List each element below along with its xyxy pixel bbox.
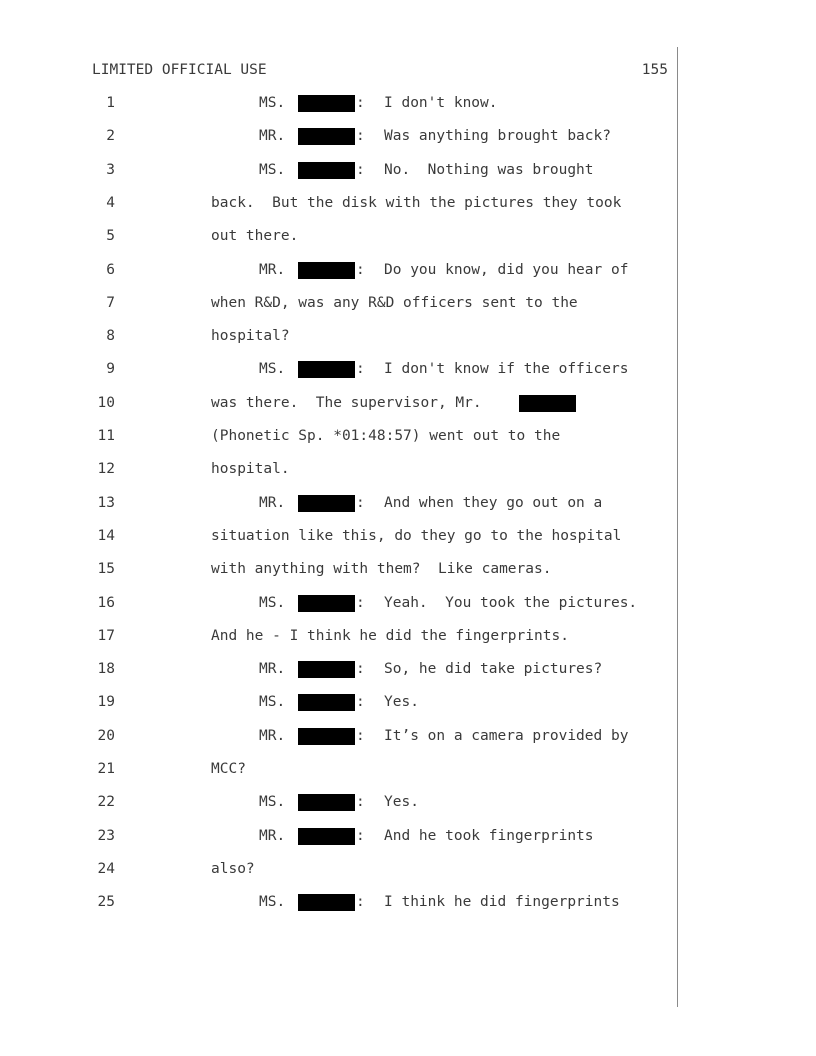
speech-text: Do you know, did you hear of (384, 262, 629, 278)
transcript-line (0, 561, 816, 583)
redaction-box (298, 728, 355, 745)
transcript-line (0, 195, 816, 217)
speech-text: back. But the disk with the pictures they took (211, 195, 622, 211)
speaker-title: MS. (259, 95, 286, 111)
line-number: 18 (97, 661, 115, 677)
transcript-line (0, 262, 816, 284)
speech-text: with anything with them? Like cameras. (211, 561, 552, 577)
redaction-box (519, 395, 576, 412)
speech-text: when R&D, was any R&D officers sent to the (211, 295, 578, 311)
redaction-box (298, 262, 355, 279)
speaker-colon: : (356, 661, 365, 677)
line-number: 15 (97, 561, 115, 577)
line-number: 12 (97, 461, 115, 477)
speaker-title: MR. (259, 262, 286, 278)
speaker-title: MS. (259, 694, 286, 710)
speech-text: I think he did fingerprints (384, 894, 620, 910)
speech-text: Was anything brought back? (384, 128, 611, 144)
speaker-colon: : (356, 828, 365, 844)
transcript-line (0, 894, 816, 916)
transcript-line (0, 728, 816, 750)
redaction-box (298, 162, 355, 179)
redaction-box (298, 128, 355, 145)
speech-text: No. Nothing was brought (384, 162, 594, 178)
speech-text: out there. (211, 228, 299, 244)
line-number: 14 (97, 528, 115, 544)
speech-text: was there. The supervisor, Mr. (211, 395, 482, 411)
line-number: 16 (97, 595, 115, 611)
redaction-box (298, 661, 355, 678)
speaker-colon: : (356, 694, 365, 710)
transcript-line (0, 861, 816, 883)
transcript-line (0, 162, 816, 184)
line-number: 2 (106, 128, 115, 144)
redaction-box (298, 95, 355, 112)
speaker-colon: : (356, 894, 365, 910)
speaker-colon: : (356, 595, 365, 611)
speech-text: also? (211, 861, 255, 877)
line-number: 23 (97, 828, 115, 844)
redaction-box (298, 361, 355, 378)
speech-text: Yes. (384, 694, 419, 710)
speech-text: MCC? (211, 761, 246, 777)
transcript-line (0, 595, 816, 617)
transcript-line (0, 461, 816, 483)
speech-text: So, he did take pictures? (384, 661, 603, 677)
speaker-colon: : (356, 794, 365, 810)
line-number: 11 (97, 428, 115, 444)
transcript-line (0, 661, 816, 683)
transcript-line (0, 761, 816, 783)
redaction-box (298, 894, 355, 911)
transcript-line (0, 694, 816, 716)
line-number: 24 (97, 861, 115, 877)
speech-text: hospital. (211, 461, 290, 477)
line-number: 25 (97, 894, 115, 910)
speech-text: Yes. (384, 794, 419, 810)
speaker-title: MR. (259, 728, 286, 744)
transcript-line (0, 495, 816, 517)
speaker-title: MS. (259, 894, 286, 910)
redaction-box (298, 694, 355, 711)
speaker-colon: : (356, 495, 365, 511)
speech-text: hospital? (211, 328, 290, 344)
line-number: 13 (97, 495, 115, 511)
redaction-box (298, 595, 355, 612)
speaker-colon: : (356, 361, 365, 377)
speech-text: And he took fingerprints (384, 828, 594, 844)
speaker-title: MS. (259, 595, 286, 611)
line-number: 22 (97, 794, 115, 810)
line-number: 9 (106, 361, 115, 377)
transcript-line (0, 95, 816, 117)
redaction-box (298, 794, 355, 811)
transcript-line (0, 395, 816, 417)
line-number: 19 (97, 694, 115, 710)
redaction-box (298, 495, 355, 512)
line-number: 3 (106, 162, 115, 178)
line-number: 8 (106, 328, 115, 344)
speech-text: I don't know. (384, 95, 498, 111)
speaker-colon: : (356, 95, 365, 111)
line-number: 7 (106, 295, 115, 311)
speaker-colon: : (356, 162, 365, 178)
line-number: 6 (106, 262, 115, 278)
transcript-line (0, 428, 816, 450)
speaker-title: MS. (259, 162, 286, 178)
speaker-title: MR. (259, 828, 286, 844)
transcript-line (0, 828, 816, 850)
speaker-title: MR. (259, 128, 286, 144)
speech-text: And when they go out on a (384, 495, 603, 511)
transcript-line (0, 328, 816, 350)
speaker-title: MS. (259, 361, 286, 377)
speech-text: (Phonetic Sp. *01:48:57) went out to the (211, 428, 561, 444)
line-number: 4 (106, 195, 115, 211)
speech-text: I don't know if the officers (384, 361, 629, 377)
transcript-line (0, 361, 816, 383)
speaker-title: MS. (259, 794, 286, 810)
speech-text: Yeah. You took the pictures. (384, 595, 638, 611)
transcript-line (0, 228, 816, 250)
line-number: 1 (106, 95, 115, 111)
speaker-colon: : (356, 262, 365, 278)
line-number: 10 (97, 395, 115, 411)
line-number: 5 (106, 228, 115, 244)
line-number: 20 (97, 728, 115, 744)
speaker-colon: : (356, 128, 365, 144)
transcript-line (0, 528, 816, 550)
page-number: 155 (641, 62, 668, 78)
speech-text: And he - I think he did the fingerprints. (211, 628, 569, 644)
speech-text: situation like this, do they go to the hospital (211, 528, 622, 544)
transcript-line (0, 128, 816, 150)
transcript-line (0, 295, 816, 317)
speaker-colon: : (356, 728, 365, 744)
transcript-line (0, 794, 816, 816)
line-number: 21 (97, 761, 115, 777)
line-number: 17 (97, 628, 115, 644)
redaction-box (298, 828, 355, 845)
transcript-line (0, 628, 816, 650)
speech-text: It’s on a camera provided by (384, 728, 629, 744)
header-classification: LIMITED OFFICIAL USE (92, 62, 267, 78)
speaker-title: MR. (259, 495, 286, 511)
speaker-title: MR. (259, 661, 286, 677)
